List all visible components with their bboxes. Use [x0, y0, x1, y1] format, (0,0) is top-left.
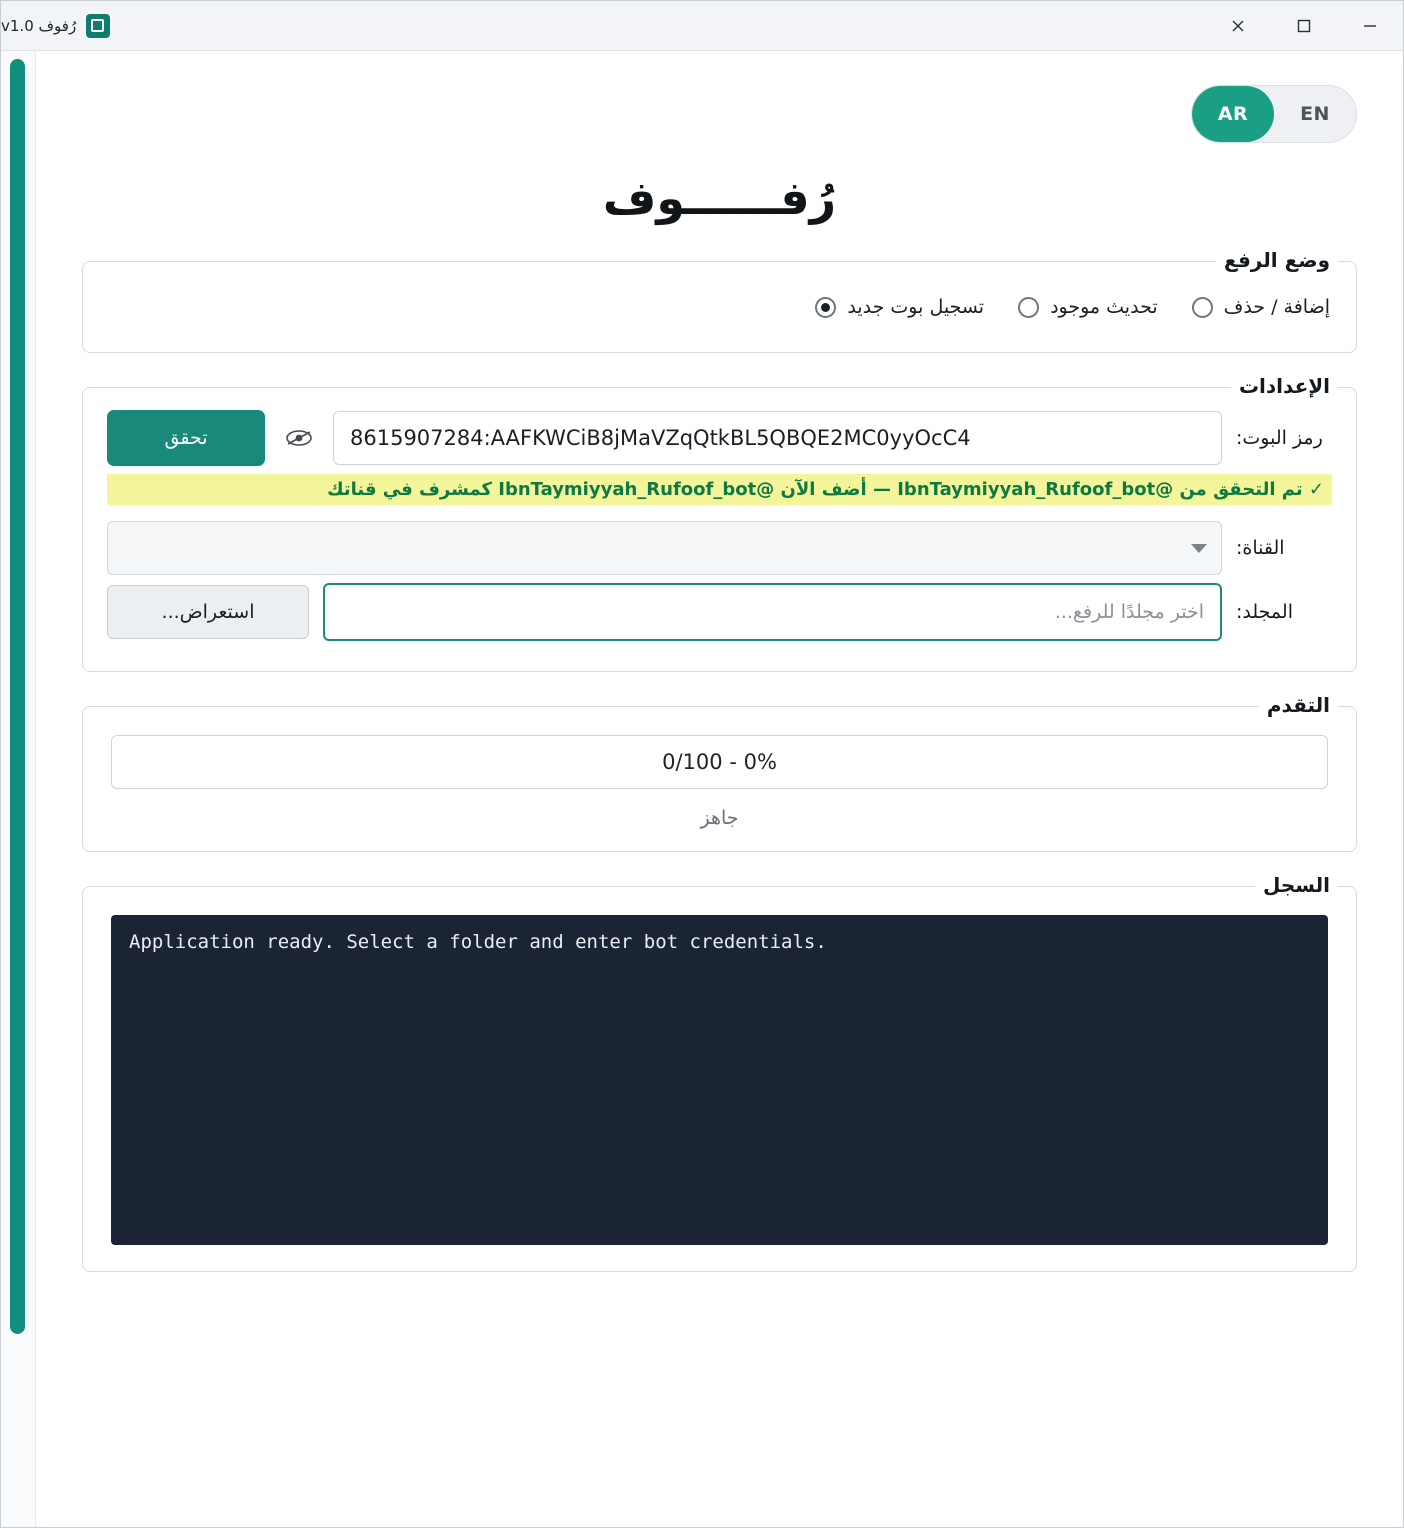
progress-group-title: التقدم [1259, 693, 1338, 717]
radio-update-existing[interactable] [1018, 296, 1158, 318]
minimize-button[interactable] [1337, 1, 1403, 51]
channel-label: القناة: [1236, 537, 1285, 559]
title-bar-left [1, 14, 122, 38]
channel-select[interactable] [107, 521, 1222, 575]
log-group-title: السجل [1255, 873, 1338, 897]
content-wrapper [1, 51, 1403, 1527]
progress-group [82, 693, 1357, 852]
radio-add-delete[interactable] [1192, 296, 1330, 318]
toggle-token-visibility-button[interactable] [279, 418, 319, 458]
status-label: جاهز [700, 807, 739, 829]
scrollbar-thumb[interactable] [10, 59, 25, 1334]
close-icon [1229, 17, 1247, 35]
channel-row [107, 521, 1332, 575]
radio-add-delete-label: إضافة / حذف [1223, 296, 1330, 318]
radio-register-new-bot-dot[interactable] [815, 297, 836, 318]
vertical-scrollbar[interactable] [1, 51, 36, 1527]
language-option-en[interactable]: EN [1300, 103, 1330, 125]
progress-bar: 0% - 0/100 [111, 735, 1328, 789]
upload-mode-options [107, 284, 1332, 330]
eye-icon [284, 428, 314, 448]
upload-mode-group [82, 248, 1357, 353]
log-output[interactable]: Application ready. Select a folder and enter bot credentials. [111, 915, 1328, 1245]
log-group [82, 873, 1357, 1272]
bot-token-input[interactable]: 8615907284:AAFKWCiB8jMaVZqQtkBL5QBQE2MC0yyOcC4 [333, 411, 1222, 465]
title-bar [1, 1, 1403, 51]
browse-folder-button[interactable]: استعراض... [107, 585, 309, 639]
folder-path-input[interactable]: اختر مجلدًا للرفع... [323, 583, 1222, 641]
upload-mode-group-title: وضع الرفع [1216, 248, 1338, 272]
folder-row [107, 583, 1332, 641]
verification-message: ✓ تم التحقق من @IbnTaymiyyah_Rufoof_bot — أضف الآن @IbnTaymiyyah_Rufoof_bot كمشرف في قناتك [107, 474, 1332, 505]
maximize-icon [1295, 17, 1313, 35]
radio-register-new-bot[interactable] [815, 296, 984, 318]
radio-register-new-bot-label: تسجيل بوت جديد [847, 296, 985, 318]
app-logo-icon [86, 14, 110, 38]
bot-token-label: رمز البوت: [1236, 427, 1323, 449]
bot-token-row [107, 410, 1332, 466]
settings-group [82, 374, 1357, 672]
main-panel [36, 51, 1403, 1527]
maximize-button[interactable] [1271, 1, 1337, 51]
verify-token-button[interactable]: تحقق [107, 410, 265, 466]
radio-update-existing-label: تحديث موجود [1050, 296, 1158, 318]
window-controls [1205, 1, 1403, 51]
chevron-down-icon [1191, 544, 1207, 553]
minimize-icon [1361, 17, 1379, 35]
window-title: رُفوف v1.0 [1, 16, 77, 35]
language-option-ar[interactable]: AR [1192, 86, 1274, 142]
language-toggle[interactable] [1191, 85, 1357, 143]
settings-group-title: الإعدادات [1231, 374, 1338, 398]
page-title: رُفــــــوف [602, 171, 837, 225]
close-button[interactable] [1205, 1, 1271, 51]
folder-label: المجلد: [1236, 601, 1293, 623]
radio-add-delete-dot[interactable] [1192, 297, 1213, 318]
radio-update-existing-dot[interactable] [1018, 297, 1039, 318]
